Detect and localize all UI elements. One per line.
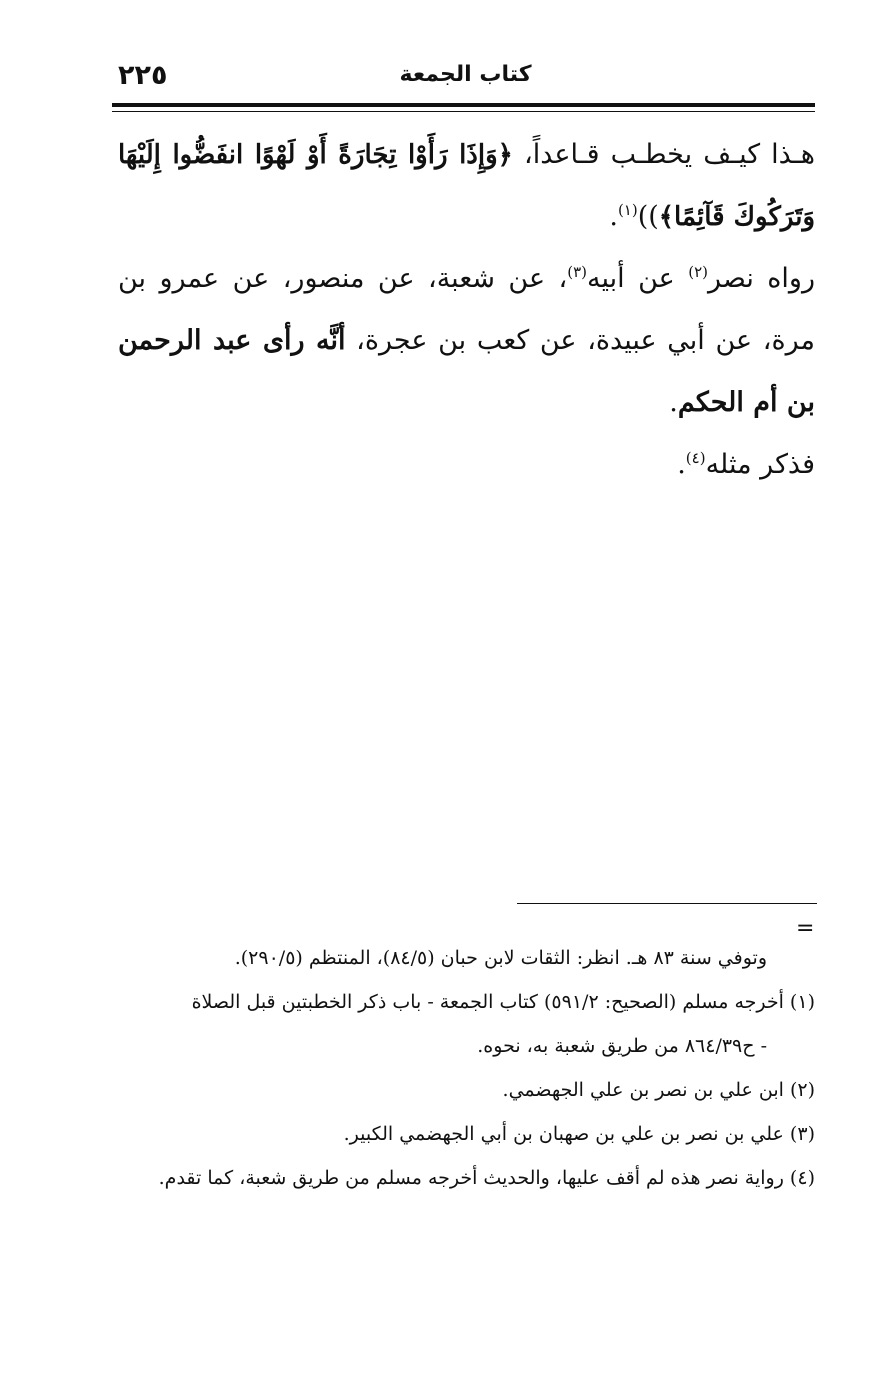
footnote-1-line-2: - ح٨٦٤/٣٩ من طريق شعبة به، نحوه.	[477, 1035, 767, 1057]
p1-end: .	[609, 201, 618, 232]
paragraph-2	[118, 248, 815, 434]
header-rule-thin	[112, 111, 815, 112]
quran-verse: ﴿وَإِذَا رَأَوْا تِجَارَةً أَوْ لَهْوًا انفَضُّوا إِلَيْهَا وَتَرَكُوكَ قَآئِمًا﴾	[118, 140, 815, 232]
footnote-divider	[517, 903, 817, 904]
footnote-ref-3: (٣)	[567, 263, 588, 281]
p2-end: .	[669, 387, 678, 418]
p3-end: .	[677, 449, 686, 480]
footnote-ref-2: (٢)	[688, 263, 709, 281]
page-header	[118, 58, 813, 98]
p2-text-a: رواه نصر	[708, 263, 816, 294]
p2-text-b: عن أبيه	[587, 263, 689, 294]
paragraph-3	[118, 434, 815, 496]
footnote-4: (٤) رواية نصر هذه لم أقف عليها، والحديث أخرجه مسلم من طريق شعبة، كما تقدم.	[158, 1167, 815, 1189]
footnotes	[118, 936, 815, 1200]
footnote-2: (٢) ابن علي بن نصر بن علي الجهضمي.	[502, 1079, 815, 1101]
footnote-ref-4: (٤)	[685, 449, 706, 467]
page-number: ٢٢٥	[118, 60, 168, 91]
p2-bold-text: أنَّه رأى عبد الرحمن بن أم الحكم	[118, 325, 815, 418]
p3-text: فذكر مثله	[705, 449, 815, 480]
main-text	[118, 124, 815, 496]
p1-text: هـذا كيـف يخطـب قـاعداً،	[523, 139, 815, 170]
footnote-continued: وتوفي سنة ٨٣ هـ. انظر: الثقات لابن حبان (٨٤/٥)، المنتظم (٢٩٠/٥).	[234, 947, 767, 969]
footnote-continuation-mark: =	[796, 916, 815, 941]
p1-close-quote: ))	[637, 201, 659, 232]
footnote-ref-1: (١)	[617, 201, 638, 219]
footnote-1-line-1: (١) أخرجه مسلم (الصحيح: ٥٩١/٢) كتاب الجمعة - باب ذكر الخطبتين قبل الصلاة	[191, 991, 815, 1013]
header-rule-thick	[112, 103, 815, 107]
paragraph-1	[118, 124, 815, 248]
p2-text-c: ، عن شعبة، عن منصور، عن عمرو بن مرة، عن أبي عبيدة، عن كعب بن عجرة،	[118, 263, 815, 356]
footnote-3: (٣) علي بن نصر بن علي بن صهبان بن أبي الجهضمي الكبير.	[343, 1123, 815, 1145]
running-title: كتاب الجمعة	[399, 62, 532, 87]
